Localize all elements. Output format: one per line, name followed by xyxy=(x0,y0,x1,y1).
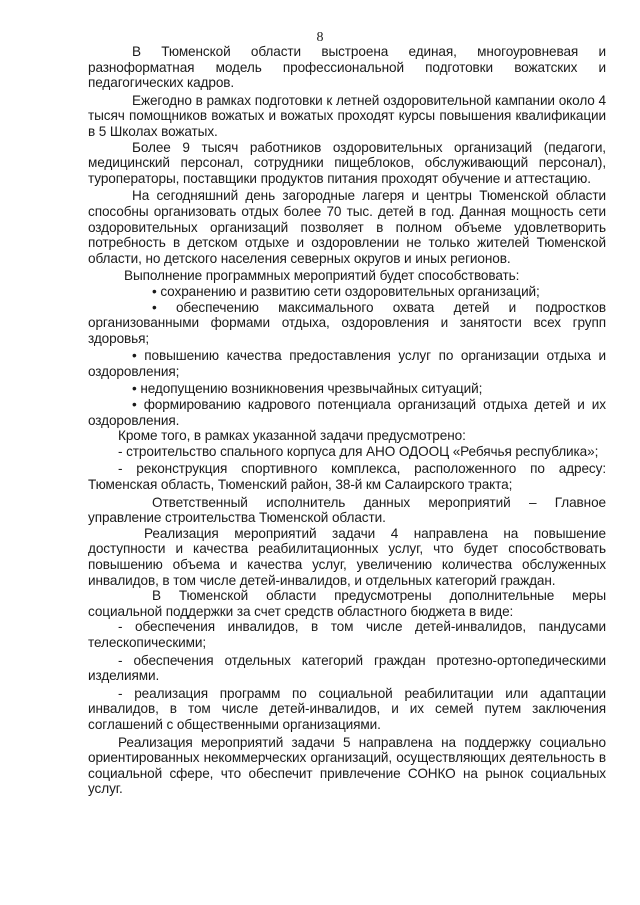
paragraph-camp-capacity: На сегодняшний день загородные лагеря и центры Тюменской области способны организовать отдых более 70 тыс. детей в год. Данная мощность сети оздоровительных организаций позволяет в полном объеме удовлетворить потребность в детском отдыхе и оздоровлении не только жителей Тюменской области, но детского населения северных округов и иных регионов. xyxy=(88,188,606,266)
item-rehabilitation-programs: - реализация программ по социальной реабилитации или адаптации инвалидов, в том числе детей-инвалидов, и их семей путем заключения соглашений с общественными организациями. xyxy=(88,685,606,732)
item-prosthetics: - обеспечения отдельных категорий граждан протезно-ортопедическими изделиями. xyxy=(88,652,606,684)
item-sports-complex: - реконструкция спортивного комплекса, расположенного по адресу: Тюменская область, Тюменский район, 38-й км Салаирского тракта; xyxy=(88,461,606,493)
paragraph-counselor-courses: Ежегодно в рамках подготовки к летней оздоровительной кампании около 4 тысяч помощников вожатых и вожатых проходят курсы повышения квалификации в 5 Школах вожатых. xyxy=(88,92,606,139)
item-dormitory-construction: - строительство спального корпуса для АНО ОДООЦ «Ребячья республика»; xyxy=(118,443,599,459)
bullet-emergency-prevention: • недопущению возникновения чрезвычайных ситуаций; xyxy=(132,381,483,397)
document-body xyxy=(88,44,606,797)
bullet-staff-potential: • формированию кадрового потенциала организаций отдыха детей и их оздоровления. xyxy=(88,397,606,428)
item-ramps: - обеспечения инвалидов, в том числе детей-инвалидов, пандусами телескопическими; xyxy=(88,619,606,650)
bullet-network-preservation: • сохранению и развитию сети оздоровительных организаций; xyxy=(152,283,540,299)
paragraph-training-model: В Тюменской области выстроена единая, многоуровневая и разноформатная модель профессиональной подготовки вожатских и педагогических кадров. xyxy=(88,44,606,91)
page-number: 8 xyxy=(316,30,324,45)
paragraph-program-goals-intro: Выполнение программных мероприятий будет способствовать: xyxy=(124,268,520,284)
paragraph-additional-support: В Тюменской области предусмотрены дополнительные меры социальной поддержки за счет средств областного бюджета в виде: xyxy=(88,588,606,619)
bullet-service-quality: • повышению качества предоставления услуг по организации отдыха и оздоровления; xyxy=(88,348,606,379)
paragraph-task-4: Реализация мероприятий задачи 4 направлена на повышение доступности и качества реабилитационных услуг, что будет способствовать повышению объема и качества услуг, увеличению количества обслуженных инвалидов, в том числе детей-инвалидов, и отдельных категорий граждан. xyxy=(88,525,606,588)
paragraph-task-provisions: Кроме того, в рамках указанной задачи предусмотрено: xyxy=(118,428,466,444)
bullet-max-coverage: • обеспечению максимального охвата детей и подростков организованными формами отдыха, оздоровления и занятости всех групп здоровья; xyxy=(88,299,606,346)
paragraph-task-5: Реализация мероприятий задачи 5 направлена на поддержку социально ориентированных некоммерческих организаций, осуществляющих деятельность в социальной сфере, что обеспечит привлечение СОНКО на рынок социальных услуг. xyxy=(88,734,606,797)
paragraph-responsible-executor: Ответственный исполнитель данных мероприятий – Главное управление строительства Тюменской области. xyxy=(88,494,606,526)
paragraph-staff-training: Более 9 тысяч работников оздоровительных организаций (педагоги, медицинский персонал, сотрудники пищеблоков, обслуживающий персонал), туроператоры, поставщики продуктов питания проходят обучение и аттестацию. xyxy=(88,139,606,186)
